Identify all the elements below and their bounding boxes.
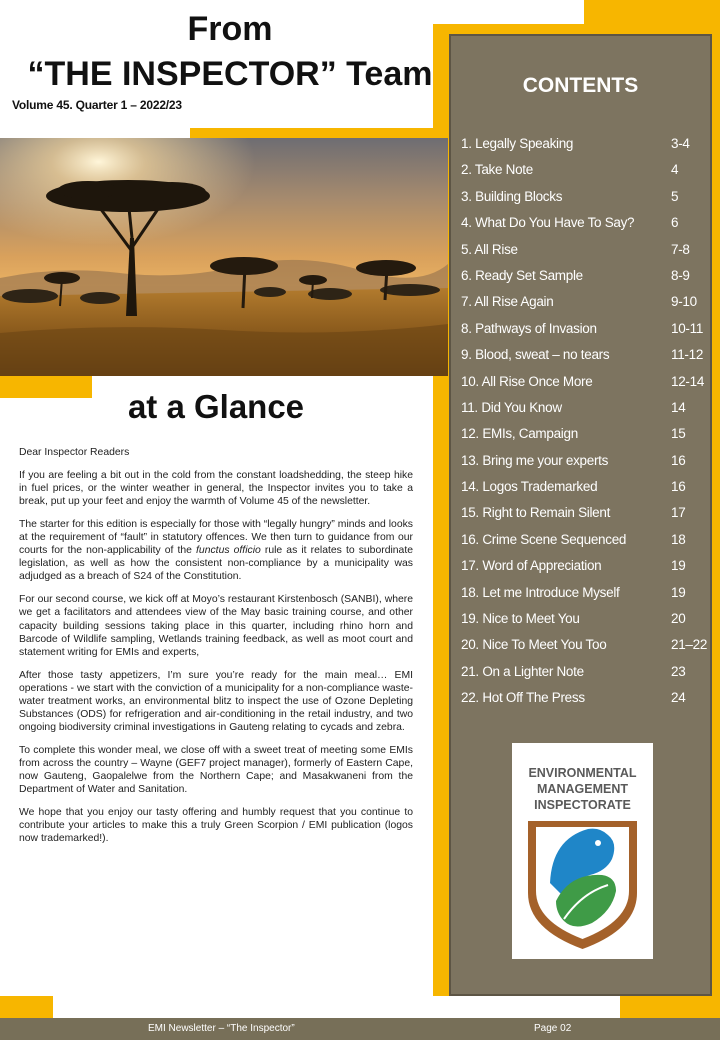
contents-item[interactable] (461, 688, 713, 714)
contents-item-pages: 8-9 (671, 267, 690, 283)
contents-item-pages: 9-10 (671, 294, 697, 310)
logo-text-line1: ENVIRONMENTAL (528, 766, 637, 780)
contents-item-pages: 19 (671, 584, 686, 600)
contents-item[interactable] (461, 451, 713, 477)
letter-paragraph-2 (19, 518, 413, 583)
contents-item-label: 7. All Rise Again (461, 294, 554, 310)
contents-list (461, 134, 713, 715)
logo-text-line3: INSPECTORATE (534, 798, 631, 812)
contents-item-label: 9. Blood, sweat – no tears (461, 347, 610, 363)
contents-item[interactable] (461, 635, 713, 661)
contents-item-label: 8. Pathways of Invasion (461, 320, 597, 336)
contents-item-label: 5. All Rise (461, 241, 518, 257)
contents-item-pages: 6 (671, 215, 679, 231)
contents-item-label: 2. Take Note (461, 162, 533, 178)
contents-item[interactable] (461, 424, 713, 450)
contents-item[interactable] (461, 213, 713, 239)
contents-item-label: 14. Logos Trademarked (461, 479, 598, 495)
contents-item-label: 16. Crime Scene Sequenced (461, 531, 627, 547)
contents-item-pages: 3-4 (671, 136, 690, 151)
contents-item-pages: 18 (671, 531, 686, 547)
footer-publication: EMI Newsletter – “The Inspector” (148, 1023, 295, 1034)
header-title-line2: “THE INSPECTOR” Team (27, 55, 433, 93)
contents-item-label: 17. Word of Appreciation (461, 558, 602, 574)
contents-item-pages: 19 (671, 558, 686, 574)
accent-bar-under-header (190, 128, 449, 138)
contents-item-pages: 5 (671, 188, 679, 204)
header-title-line1: From (187, 10, 273, 48)
contents-item-label: 13. Bring me your experts (461, 452, 609, 468)
editorial-letter (19, 446, 413, 855)
contents-item-label: 10. All Rise Once More (461, 373, 593, 389)
contents-item[interactable] (461, 609, 713, 635)
contents-item-pages: 15 (671, 426, 686, 442)
contents-item-label: 18. Let me Introduce Myself (461, 584, 620, 600)
letter-paragraph-5: To complete this wonder meal, we close off with a sweet treat of meeting some EMIs from across the country – Wayne (GEF7 project manager), formerly of Eastern Cape, now Gauteng, Gaopalelwe from the Northern Cape; and Masakwaneni from the Department of Water and Sanitation. (19, 744, 413, 796)
contents-item[interactable] (461, 477, 713, 503)
contents-item[interactable] (461, 530, 713, 556)
contents-item-label: 19. Nice to Meet You (461, 611, 580, 627)
letter-greeting: Dear Inspector Readers (19, 447, 130, 458)
contents-item[interactable] (461, 240, 713, 266)
contents-item-pages: 14 (671, 399, 686, 415)
contents-item-pages: 23 (671, 663, 686, 679)
contents-item-label: 21. On a Lighter Note (461, 663, 584, 679)
contents-item[interactable] (461, 266, 713, 292)
contents-item-label: 15. Right to Remain Silent (461, 505, 611, 521)
contents-item[interactable] (461, 345, 713, 371)
contents-item[interactable] (461, 160, 713, 186)
contents-item[interactable] (461, 187, 713, 213)
contents-item-pages: 10-11 (671, 320, 704, 336)
contents-item-label: 20. Nice To Meet You Too (461, 637, 607, 653)
contents-item-pages: 7-8 (671, 241, 690, 257)
contents-item[interactable] (461, 292, 713, 318)
contents-item-pages: 11-12 (671, 347, 704, 363)
contents-item-pages: 4 (671, 162, 679, 178)
contents-item[interactable] (461, 556, 713, 582)
contents-item-pages: 20 (671, 611, 686, 627)
contents-item[interactable] (461, 134, 713, 160)
emi-logo (512, 743, 653, 959)
accent-bar-panel-right (712, 24, 720, 1018)
contents-item-pages: 17 (671, 505, 686, 521)
contents-item-label: 1. Legally Speaking (461, 136, 574, 151)
contents-item[interactable] (461, 503, 713, 529)
footer-page-number: Page 02 (534, 1023, 572, 1034)
contents-item-label: 3. Building Blocks (461, 188, 563, 204)
contents-item-label: 6. Ready Set Sample (461, 267, 583, 283)
contents-item-label: 12. EMIs, Campaign (461, 426, 578, 442)
section-title: at a Glance (127, 388, 305, 425)
logo-text-line2: MANAGEMENT (537, 782, 628, 796)
contents-item-pages: 21–22 (671, 637, 708, 653)
letter-paragraph-2-italic: functus officio (196, 545, 261, 557)
contents-item-pages: 16 (671, 452, 686, 468)
contents-item-label: 11. Did You Know (461, 399, 562, 415)
contents-item-pages: 12-14 (671, 373, 705, 389)
contents-item-pages: 16 (671, 479, 686, 495)
contents-item-pages: 24 (671, 690, 686, 706)
savanna-photo (0, 138, 448, 376)
contents-item-label: 4. What Do You Have To Say? (461, 215, 635, 231)
accent-bar-top-right (584, 0, 720, 24)
letter-paragraph-6: We hope that you enjoy our tasty offering and humbly request that you continue to contribute your articles to make this a truly Green Scorpion / EMI publication (logos now trademarked!). (19, 807, 413, 845)
accent-bar-header-right (433, 24, 720, 34)
volume-label: Volume 45. Quarter 1 – 2022/23 (12, 98, 182, 112)
contents-item[interactable] (461, 398, 713, 424)
letter-paragraph-2-part2: rule as it relates to subordinate legislation, as well as how the consistent non-compliance by a municipality was adjudged as a breach of S24 of the Constitution. (19, 545, 414, 583)
footer-bar (0, 1018, 720, 1040)
contents-item[interactable] (461, 372, 713, 398)
accent-bar-bottom-right (620, 996, 720, 1018)
contents-item[interactable] (461, 662, 713, 688)
contents-item[interactable] (461, 319, 713, 345)
contents-item[interactable] (461, 583, 713, 609)
letter-paragraph-2-part1: The starter for this edition is especially for those with “legally hungry” minds and looks at the requirement of “fault” in statutory offences. We then turn to guidance from our courts for the non-applicability of the (19, 519, 413, 557)
letter-paragraph-1: If you are feeling a bit out in the cold from the constant loadshedding, the steep hike in fuel prices, or the winter weather in general, the Inspector invites you to take a break, put up your feet and enjoy the warmth of Volume 45 of the newsletter. (19, 470, 413, 508)
contents-item-label: 22. Hot Off The Press (461, 690, 585, 706)
contents-title: CONTENTS (522, 74, 639, 97)
accent-block-bottom-left (0, 996, 53, 1018)
letter-paragraph-3: For our second course, we kick off at Moyo’s restaurant Kirstenbosch (SANBI), where we get a facilitators and attendees view of the May basic training course, and other capacity building sessions taking place in this quarter, including rhino horn and Barcode of Wildlife sampling, Wetlands training feedback, as well as moot court and statement writing for EMIs and experts, (19, 594, 413, 658)
letter-paragraph-4: After those tasty appetizers, I’m sure you’re ready for the main meal… EMI operations - we start with the conviction of a municipality for a non-compliance waste-water treatment works, an environmental blitz to inspect the use of Ozone Depleting Substances (ODS) for refrigeration and air-conditioning in the retail industry, and two ongoing biodiversity criminal investigations in Gauteng relating to cycads and zebra. (19, 669, 413, 733)
